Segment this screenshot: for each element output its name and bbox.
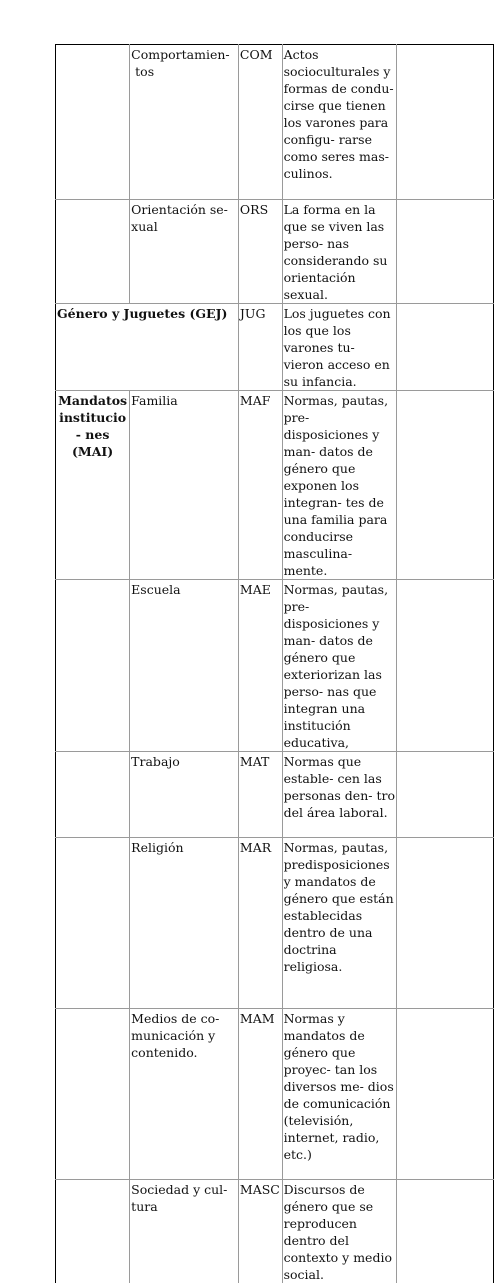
table-row xyxy=(56,1009,494,1180)
subcategory-cell: Orientación se- xual xyxy=(130,200,239,304)
table-row xyxy=(56,391,494,580)
subcategory-cell: Escuela xyxy=(130,580,239,752)
description-cell: Normas que estable- cen las personas den- tro del área laboral. xyxy=(282,752,397,838)
category-cell xyxy=(56,200,130,304)
code-cell: ORS xyxy=(238,200,282,304)
extra-cell xyxy=(397,391,494,580)
description-cell: Discursos de género que se reproducen dentro del contexto y medio social. xyxy=(282,1180,397,1283)
category-cell xyxy=(56,1009,130,1180)
description-cell: Actos socioculturales y formas de condu- cirse que tienen los varones para configu- rarse como seres mas- culinos. xyxy=(282,45,397,200)
table-row xyxy=(56,838,494,1009)
description-cell: Normas y mandatos de género que proyec- tan los diversos me- dios de comunicación (televisión, internet, radio, etc.) xyxy=(282,1009,397,1180)
code-cell: MAT xyxy=(238,752,282,838)
subcategory-cell: Sociedad y cul- tura xyxy=(130,1180,239,1283)
extra-cell xyxy=(397,1009,494,1180)
table-row xyxy=(56,45,494,200)
category-cell xyxy=(56,752,130,838)
code-cell: MASC xyxy=(238,1180,282,1283)
description-cell: Normas, pautas, predisposiciones y mandatos de género que están establecidas dentro de una doctrina religiosa. xyxy=(282,838,397,1009)
extra-cell xyxy=(397,1180,494,1283)
description-cell: Normas, pautas, pre- disposiciones y man- datos de género que exteriorizan las perso- nas que integran una institución educativa, xyxy=(282,580,397,752)
code-cell: JUG xyxy=(238,304,282,391)
category-cell: Género y Juguetes (GEJ) xyxy=(56,304,239,391)
table-row xyxy=(56,580,494,752)
table-row xyxy=(56,200,494,304)
code-cell: MAE xyxy=(238,580,282,752)
subcategory-cell: Trabajo xyxy=(130,752,239,838)
code-cell: COM xyxy=(238,45,282,200)
extra-cell xyxy=(397,580,494,752)
description-cell: Normas, pautas, pre- disposiciones y man- datos de género que exponen los integran- tes de una familia para conducirse masculina- mente. xyxy=(282,391,397,580)
subcategory-cell: Comportamien- tos xyxy=(130,45,239,200)
description-cell: La forma en la que se viven las perso- nas considerando su orientación sexual. xyxy=(282,200,397,304)
category-cell xyxy=(56,1180,130,1283)
extra-cell xyxy=(397,200,494,304)
table-row xyxy=(56,304,494,391)
subcategory-cell: Familia xyxy=(130,391,239,580)
code-cell: MAF xyxy=(238,391,282,580)
extra-cell xyxy=(397,304,494,391)
extra-cell xyxy=(397,752,494,838)
table-row xyxy=(56,1180,494,1283)
table-row xyxy=(56,752,494,838)
category-cell: Mandatos institucio- nes (MAI) xyxy=(56,391,130,580)
category-cell xyxy=(56,838,130,1009)
extra-cell xyxy=(397,45,494,200)
category-cell xyxy=(56,45,130,200)
category-cell xyxy=(56,580,130,752)
subcategory-cell: Religión xyxy=(130,838,239,1009)
category-table xyxy=(55,44,494,1283)
extra-cell xyxy=(397,838,494,1009)
subcategory-cell: Medios de co- municación y contenido. xyxy=(130,1009,239,1180)
code-cell: MAR xyxy=(238,838,282,1009)
code-cell: MAM xyxy=(238,1009,282,1180)
description-cell: Los juguetes con los que los varones tu- vieron acceso en su infancia. xyxy=(282,304,397,391)
